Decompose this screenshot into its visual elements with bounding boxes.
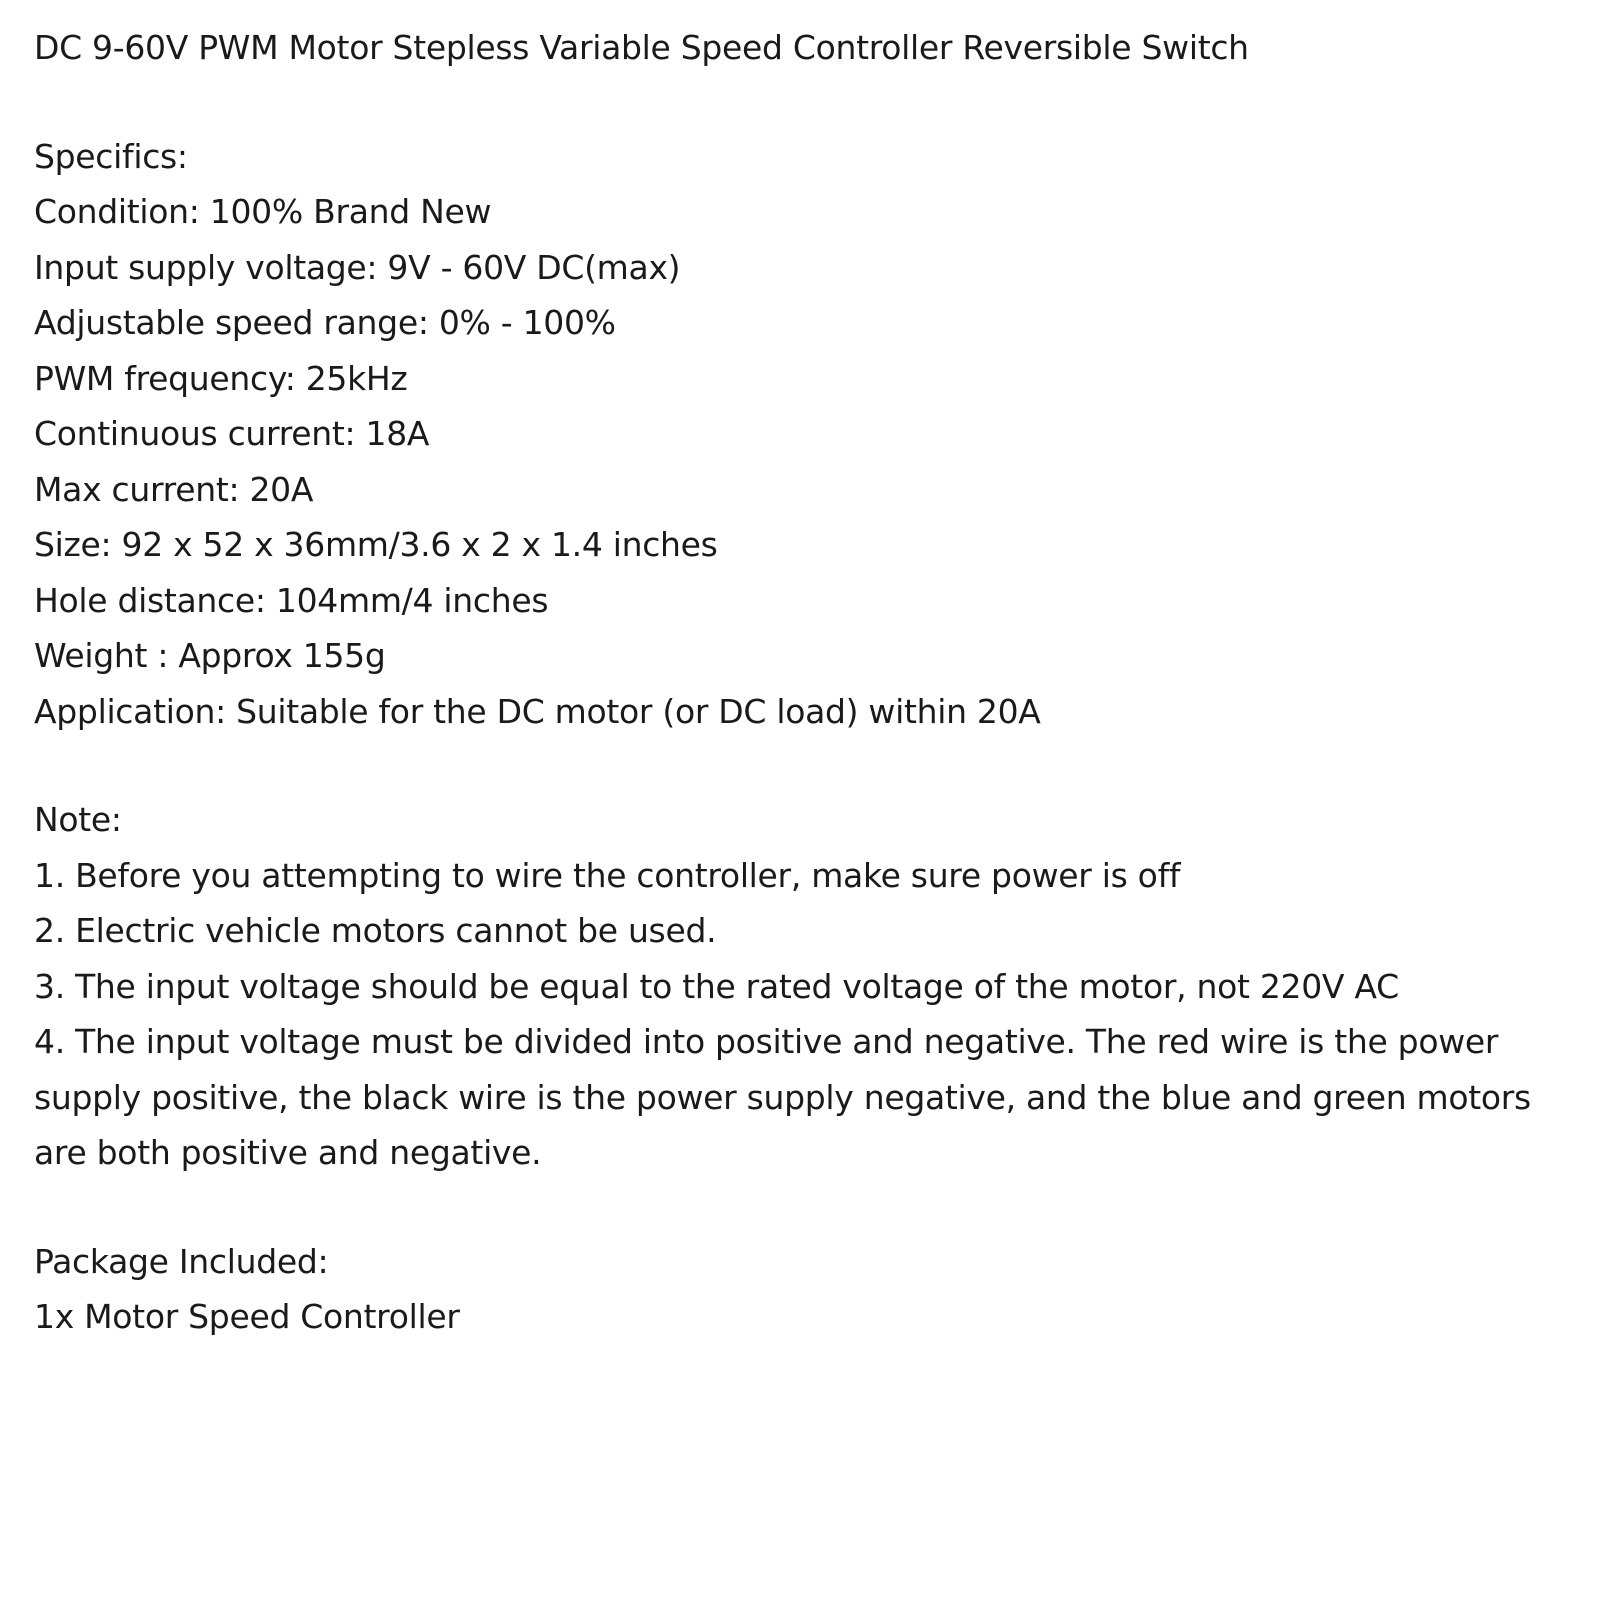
spec-pwm-frequency: PWM frequency: 25kHz xyxy=(34,358,408,398)
spec-input-voltage: Input supply voltage: 9V - 60V DC(max) xyxy=(34,247,681,287)
package-section xyxy=(34,1234,1584,1345)
spec-continuous-current: Continuous current: 18A xyxy=(34,414,430,453)
spec-application: Application: Suitable for the DC motor (or DC load) within 20A xyxy=(34,691,1041,731)
note-heading: Note: xyxy=(34,800,122,839)
note-item-3: 3. The input voltage should be equal to the rated voltage of the motor, not 220V AC xyxy=(34,966,1399,1006)
spec-size: Size: 92 x 52 x 36mm/3.6 x 2 x 1.4 inches xyxy=(34,525,718,564)
note-item-1: 1. Before you attempting to wire the controller, make sure power is off xyxy=(34,855,1181,895)
note-item-4: 4. The input voltage must be divided into positive and negative. The red wire is the power supply positive, the black wire is the power supply negative, and the blue and green motors are both positive and negative. xyxy=(34,1022,1531,1172)
spacer xyxy=(34,739,1584,792)
note-list xyxy=(34,848,1584,1181)
product-title: DC 9-60V PWM Motor Stepless Variable Speed Controller Reversible Switch xyxy=(34,28,1249,67)
spacer xyxy=(34,1181,1584,1234)
specifics-heading: Specifics: xyxy=(34,136,188,176)
package-heading: Package Included: xyxy=(34,1241,329,1281)
package-list xyxy=(34,1289,1584,1345)
product-description xyxy=(34,20,1584,1345)
spacer xyxy=(34,76,1584,129)
spec-condition: Condition: 100% Brand New xyxy=(34,192,492,231)
package-item: 1x Motor Speed Controller xyxy=(34,1297,460,1336)
spec-hole-distance: Hole distance: 104mm/4 inches xyxy=(34,580,549,620)
note-section xyxy=(34,792,1584,1181)
spec-speed-range: Adjustable speed range: 0% - 100% xyxy=(34,303,616,342)
note-item-2: 2. Electric vehicle motors cannot be used. xyxy=(34,911,717,950)
specifics-section xyxy=(34,129,1584,740)
spec-weight: Weight : Approx 155g xyxy=(34,636,386,675)
specifics-list xyxy=(34,184,1584,739)
spec-max-current: Max current: 20A xyxy=(34,469,314,509)
